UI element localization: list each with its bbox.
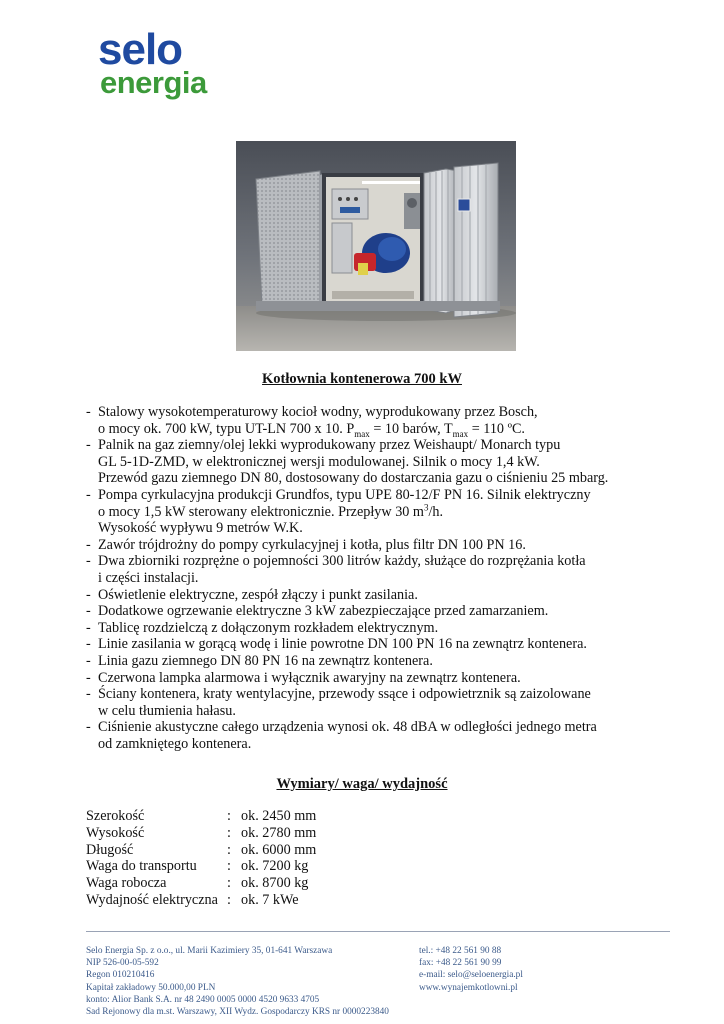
list-item-line [98, 570, 646, 587]
text-run: Przewód gazu ziemnego DN 80, dostosowany do dostarczania gazu o ciśnieniu 25 mbarg. [98, 470, 609, 487]
footer-line: konto: Alior Bank S.A. nr 48 2490 0005 0000 4520 9633 4705 [86, 994, 320, 1005]
list-item-line [98, 520, 646, 537]
list-item [86, 620, 646, 637]
footer-line: Sad Rejonowy dla m.st. Warszawy, XII Wydz. Gospodarczy KRS nr 0000223840 [86, 1007, 389, 1018]
text-run: Tablicę rozdzielczą z dołączonym rozkładem elektrycznym. [98, 619, 439, 636]
spec-separator: : [227, 858, 231, 875]
spec-label: Waga do transportu [86, 858, 197, 875]
footer-contact-line[interactable]: e-mail: selo@seloenergia.pl [419, 970, 523, 981]
list-item-line [98, 603, 646, 620]
spec-value: ok. 2780 mm [241, 824, 317, 841]
text-run: o mocy ok. 700 kW, typu UT-LN 700 x 10. P [98, 420, 355, 437]
list-item-line [98, 421, 646, 438]
superscript: 3 [423, 501, 429, 512]
text-run: Oświetlenie elektryczne, zespół złączy i punkt zasilania. [98, 586, 418, 603]
list-item-line [98, 636, 646, 653]
boiler-container-photo [236, 141, 516, 351]
text-run: Czerwona lampka alarmowa i wyłącznik awaryjny na zewnątrz kontenera. [98, 669, 521, 686]
spec-label: Waga robocza [86, 875, 167, 892]
text-run: od zamkniętego kontenera. [98, 735, 252, 752]
text-run: GL 5-1D-ZMD, w elektronicznej wersji modulowanej. Silnik o mocy 1,4 kW. [98, 453, 540, 470]
text-run: Ściany kontenera, kraty wentylacyjne, przewody ssące i odpowietrznik są zaizolowane [98, 686, 591, 703]
text-run: = 110 ºC. [468, 420, 525, 437]
list-item-line [98, 553, 646, 570]
subscript: max [354, 428, 370, 439]
specs-title: Wymiary/ waga/ wydajność [276, 776, 448, 792]
subscript: max [452, 428, 469, 439]
list-item [86, 437, 646, 487]
spec-label: Szerokość [86, 808, 145, 824]
text-run: o mocy 1,5 kW sterowany elektronicznie. Przepływ 30 m [98, 503, 424, 520]
spec-value: ok. 7200 kg [241, 858, 309, 875]
list-item [86, 636, 646, 653]
spec-value: ok. 8700 kg [241, 875, 309, 892]
spec-label: Wysokość [86, 824, 145, 841]
list-item-line [98, 686, 646, 703]
text-run: Zawór trójdrożny do pompy cyrkulacyjnej i kotła, plus filtr DN 100 PN 16. [98, 536, 526, 553]
list-item [86, 553, 646, 586]
text-run: Stalowy wysokotemperaturowy kocioł wodny, wyprodukowany przez Bosch, [98, 404, 538, 420]
list-item-line [98, 736, 646, 753]
list-item [86, 719, 646, 752]
text-run: Palnik na gaz ziemny/olej lekki wyprodukowany przez Weishaupt/ Monarch typu [98, 437, 561, 454]
spec-separator: : [227, 891, 231, 908]
logo-line-2: energia [100, 65, 207, 100]
list-item-line [98, 620, 646, 637]
spec-value: ok. 7 kWe [241, 891, 299, 908]
list-item-line [98, 470, 646, 487]
spec-label: Długość [86, 841, 134, 858]
list-item-line [98, 587, 646, 604]
footer-line: Regon 010210416 [86, 970, 155, 981]
list-item [86, 686, 646, 719]
footer-contact-line: fax: +48 22 561 90 99 [419, 958, 502, 969]
spec-separator: : [227, 824, 231, 841]
footer-line: NIP 526-00-05-592 [86, 958, 159, 969]
logo-line-1: selo [98, 25, 183, 74]
footer-contact-info [419, 945, 523, 994]
list-item-line [98, 653, 646, 670]
list-item [86, 587, 646, 604]
list-item [86, 404, 646, 437]
text-run: /h. [428, 503, 444, 520]
spec-label: Wydajność elektryczna [86, 891, 218, 908]
list-item-line [98, 437, 646, 454]
footer-line: Selo Energia Sp. z o.o., ul. Marii Kazimiery 35, 01-641 Warszawa [86, 946, 333, 956]
list-item-line [98, 487, 646, 504]
text-run: i części instalacji. [98, 569, 199, 586]
list-item-line [98, 501, 646, 521]
spec-separator: : [227, 808, 231, 824]
list-item [86, 653, 646, 670]
text-run: Ciśnienie akustyczne całego urządzenia wynosi ok. 48 dBA w odległości jednego metra [98, 719, 597, 736]
list-item [86, 537, 646, 554]
footer-line: Kapitał zakładowy 50.000,00 PLN [86, 982, 216, 993]
list-item-line [98, 404, 646, 421]
text-run: = 10 barów, T [369, 420, 453, 437]
company-logo [98, 25, 238, 104]
list-item-line [98, 537, 646, 554]
text-run: Wysokość wypływu 9 metrów W.K. [98, 520, 303, 537]
text-run: Pompa cyrkulacyjna produkcji Grundfos, typu UPE 80-12/F PN 16. Silnik elektryczny [98, 486, 591, 503]
footer-contact-line: tel.: +48 22 561 90 88 [419, 946, 502, 956]
spec-separator: : [227, 875, 231, 892]
text-run: Linia gazu ziemnego DN 80 PN 16 na zewnątrz kontenera. [98, 652, 433, 669]
list-item-line [98, 670, 646, 687]
footer-contact-line[interactable]: www.wynajemkotlowni.pl [419, 982, 518, 993]
page-title: Kotłownia kontenerowa 700 kW [262, 371, 462, 387]
spec-value: ok. 2450 mm [241, 808, 317, 824]
text-run: w celu tłumienia hałasu. [98, 702, 236, 719]
spec-value: ok. 6000 mm [241, 841, 317, 858]
list-item [86, 670, 646, 687]
list-item-line [98, 703, 646, 720]
footer-company-info [86, 945, 389, 1018]
list-item [86, 603, 646, 620]
text-run: Dwa zbiorniki rozprężne o pojemności 300 litrów każdy, służące do rozprężania kotła [98, 553, 586, 570]
list-item-line [98, 719, 646, 736]
text-run: Linie zasilania w gorącą wodę i linie powrotne DN 100 PN 16 na zewnątrz kontenera. [98, 636, 587, 653]
list-item [86, 487, 646, 537]
equipment-list [86, 404, 646, 752]
list-item-line [98, 454, 646, 471]
text-run: Dodatkowe ogrzewanie elektryczne 3 kW zabezpieczające przed zamarzaniem. [98, 603, 549, 620]
footer-divider [86, 931, 670, 932]
spec-separator: : [227, 841, 231, 858]
